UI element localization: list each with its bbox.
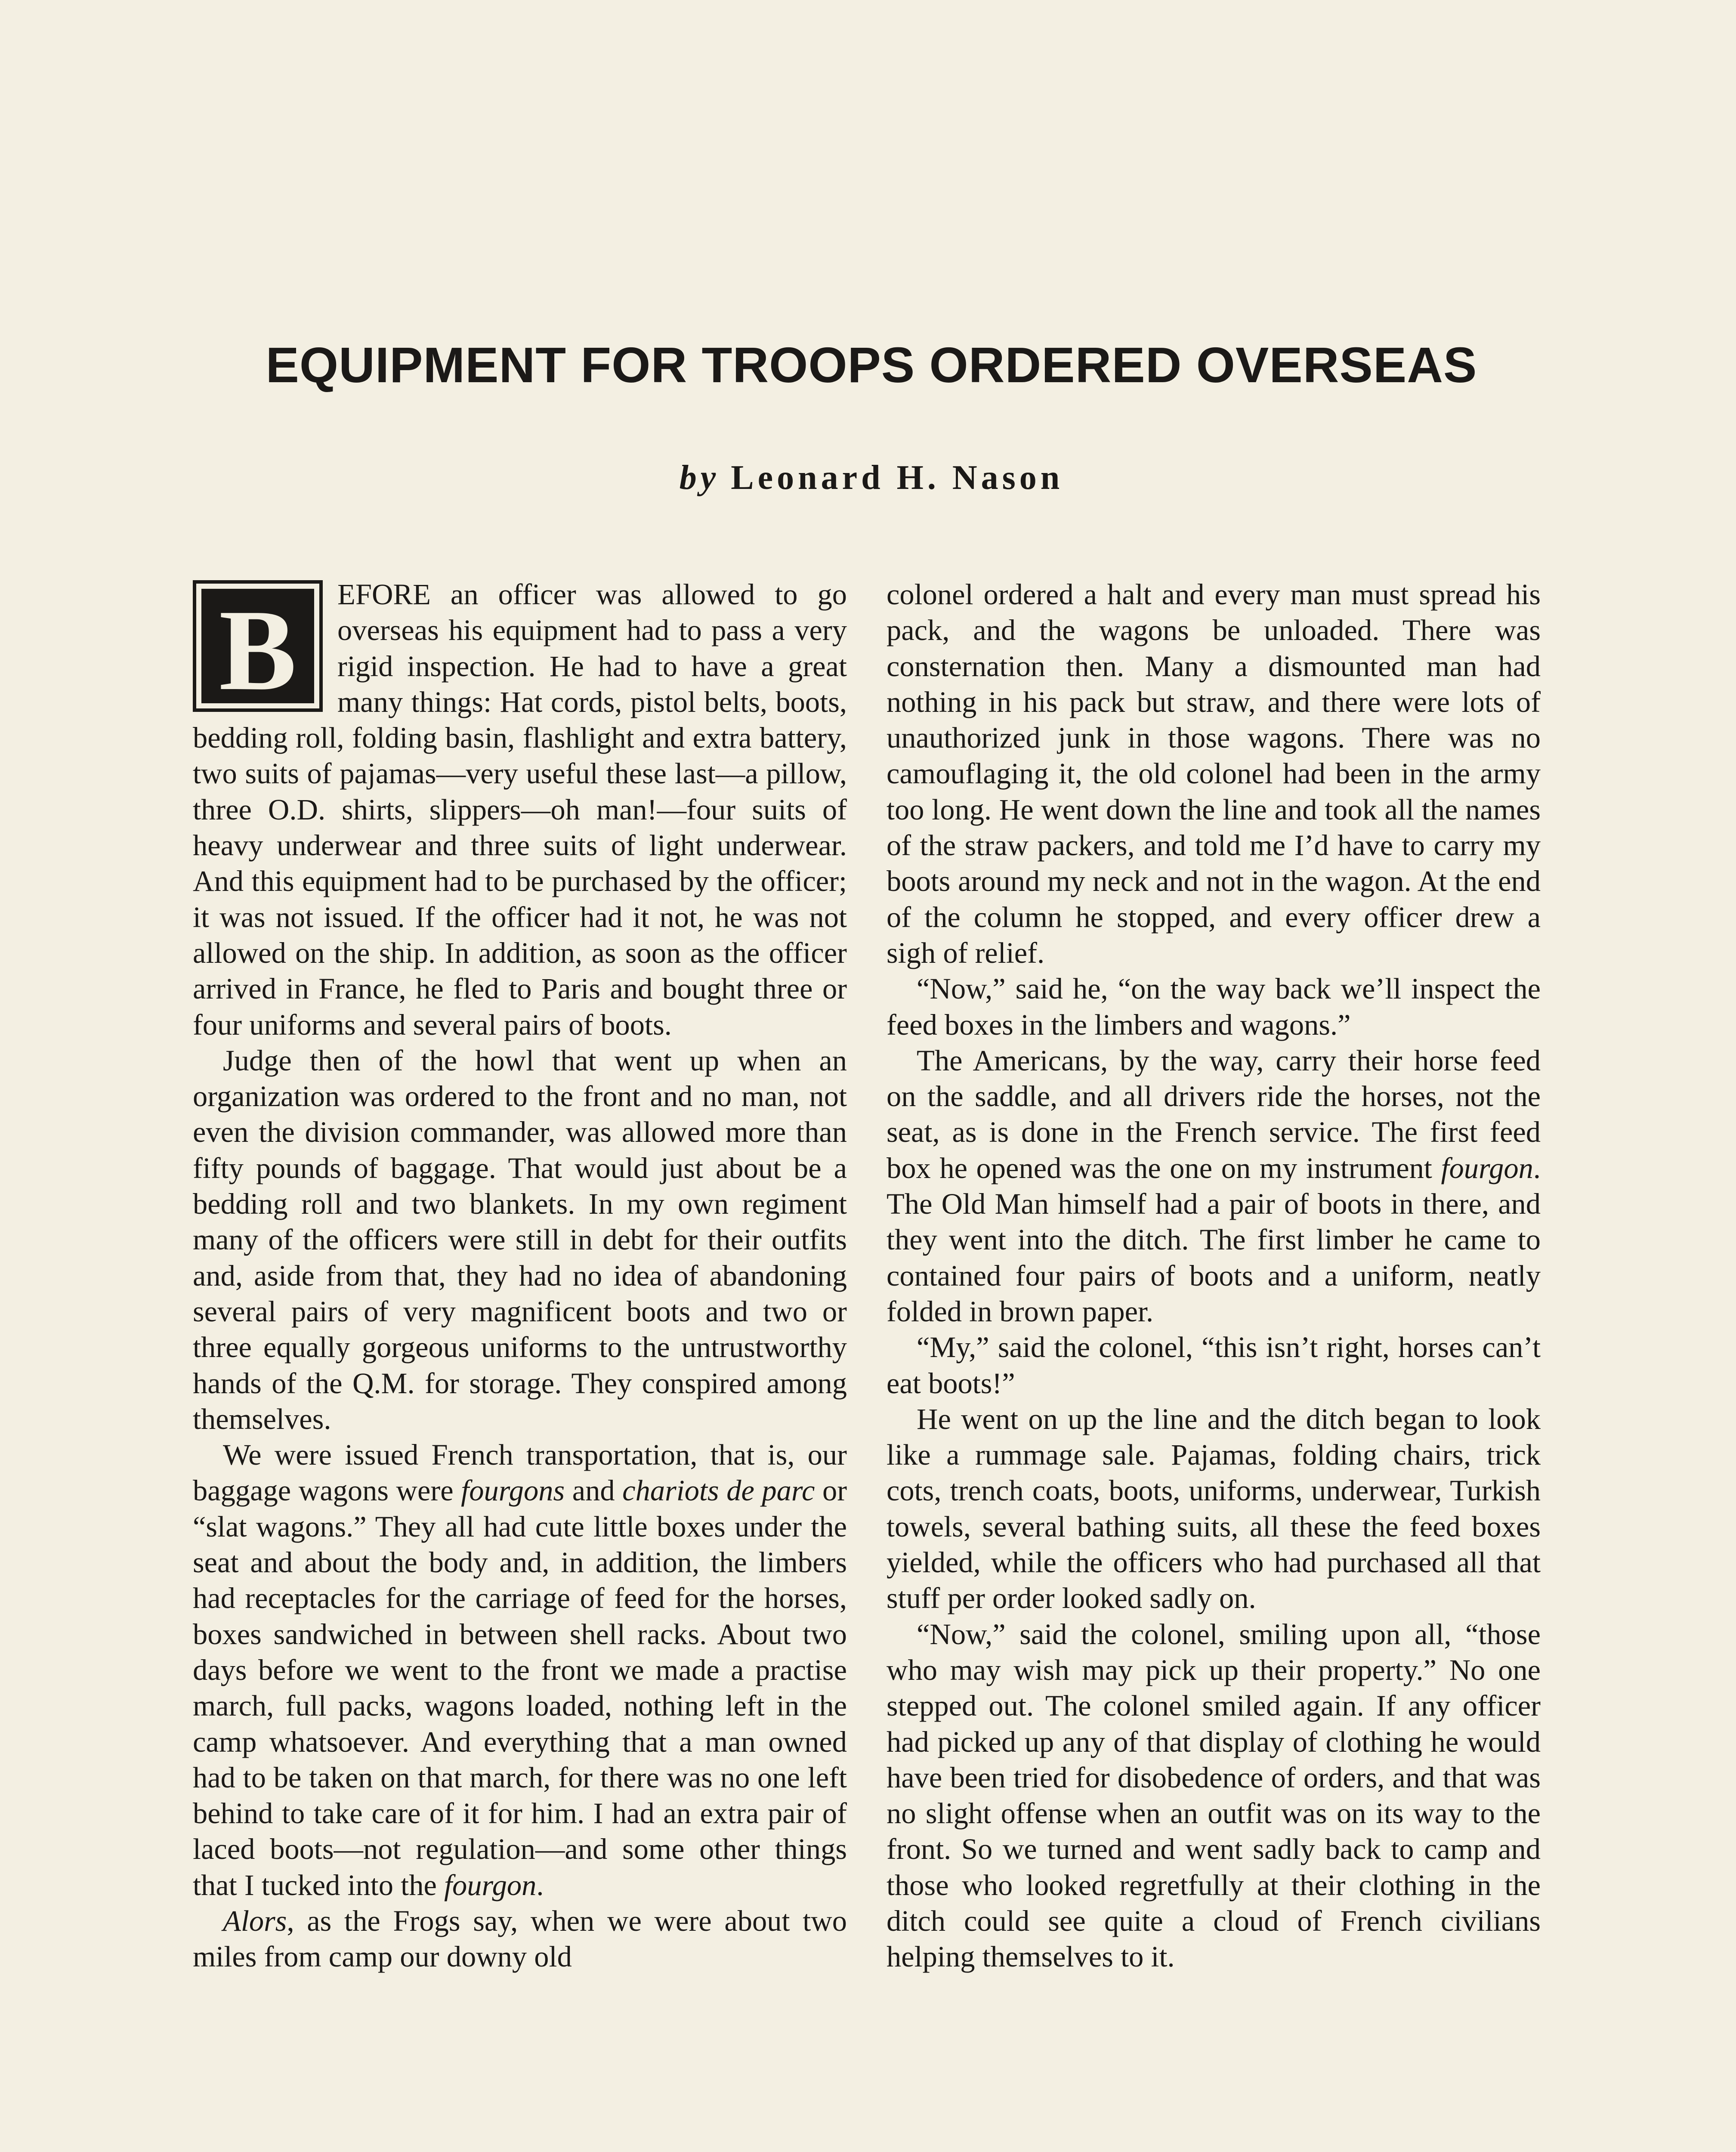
article-title: EQUIPMENT FOR TROOPS ORDERED OVERSEAS	[266, 337, 1477, 393]
italic-text: fourgon	[1441, 1151, 1533, 1184]
drop-cap	[193, 580, 323, 712]
text-run: or “slat wagons.” They all had cute little boxes under the seat and about the body and, in addition, the limbers had receptacles for the carriage of feed for the horses, boxes sandwiched in between shell racks. About two days before we went to the front we made a practise march, full packs, wagons loaded, nothing left in the camp whatsoever. And everything that a man owned had to be taken on that march, for there was no one left behind to take care of it for him. I had an extra pair of laced boots—not regulation—and some other things that I tucked into the	[193, 1474, 847, 1902]
italic-text: fourgon	[444, 1868, 537, 1902]
article-byline	[198, 461, 1545, 495]
drop-cap-letter: B	[219, 586, 297, 714]
italic-text: chariots de parc	[622, 1474, 815, 1507]
text-run: “Now,” said the colonel, smiling upon all, “those who may wish may pick up their property.” No one stepped out. The colonel smiled again. If any officer had picked up any of that display of clothing he would have been tried for disobedence of orders, and that was no slight offense when an outfit was on its way to the front. So we turned and went sadly back to camp and those who looked regretfully at their clothing in the ditch could see quite a cloud of French civilians helping themselves to it.	[887, 1617, 1541, 1973]
paragraph	[193, 1043, 847, 1437]
text-run: We were issued French transportation, that is, our baggage wagons were	[193, 1438, 847, 1507]
paragraph	[193, 1903, 847, 1975]
text-run: colonel ordered a halt and every man must spread his pack, and the wagons be unloaded. There was consternation then. Many a dismounted man had nothing in his pack but straw, and there were lots of unauthorized junk in those wagons. There was no camouflaging it, the old colonel had been in the army too long. He went down the line and took all the names of the straw packers, and told me I’d have to carry my boots around my neck and not in the wagon. At the end of the column he stopped, and every officer drew a sigh of relief.	[887, 578, 1541, 969]
text-column-right	[887, 577, 1541, 1975]
paragraph	[193, 1437, 847, 1903]
text-column-left	[193, 577, 847, 1975]
paragraph	[887, 1043, 1541, 1330]
text-run: “My,” said the colonel, “this isn’t right, horses can’t eat boots!”	[887, 1331, 1541, 1400]
paragraph	[887, 1330, 1541, 1401]
paragraph	[887, 1401, 1541, 1617]
text-run: , as the Frogs say, when we were about two miles from camp our downy old	[193, 1904, 847, 1973]
byline-prefix: by	[679, 459, 720, 497]
text-run: He went on up the line and the ditch began to look like a rummage sale. Pajamas, folding chairs, trick cots, trench coats, boots, uniforms, underwear, Turkish towels, several bathing suits, all these the feed boxes yielded, while the officers who had purchased all that stuff per order looked sadly on.	[887, 1402, 1541, 1615]
drop-cap-frame	[201, 586, 314, 714]
author-name: Leonard H. Nason	[731, 459, 1064, 497]
text-run: EFORE an officer was allowed to go overseas his equipment had to pass a very rigid inspection. He had to have a great many things: Hat cords, pistol belts, boots, bedding roll, folding basin, flashlight and extra battery, two suits of pajamas—very useful these last—a pillow, three O.D. shirts, slippers—oh man!—four suits of heavy underwear and three suits of light underwear. And this equipment had to be purchased by the officer; it was not issued. If the officer had it not, he was not allowed on the ship. In addition, as soon as the officer arrived in France, he fled to Paris and bought three or four uniforms and several pairs of boots.	[193, 578, 847, 1041]
paragraph	[887, 577, 1541, 971]
text-run: .	[536, 1868, 544, 1902]
italic-text: fourgons	[461, 1474, 565, 1507]
text-run: . The Old Man himself had a pair of boots in there, and they went into the ditch. The first limber he came to contained four pairs of boots and a uniform, neatly folded in brown paper.	[887, 1151, 1541, 1328]
italic-text: Alors	[223, 1904, 287, 1937]
paragraph	[887, 971, 1541, 1043]
text-run: “Now,” said he, “on the way back we’ll inspect the feed boxes in the limbers and wagons.”	[887, 972, 1541, 1041]
paragraph	[887, 1617, 1541, 1975]
text-run: Judge then of the howl that went up when an organization was ordered to the front and no man, not even the division commander, was allowed more than fifty pounds of baggage. That would just about be a bedding roll and two blankets. In my own regiment many of the officers were still in debt for their outfits and, aside from that, they had no idea of abandoning several pairs of very magnificent boots and two or three equally gorgeous uniforms to the untrustworthy hands of the Q.M. for storage. They conspired among themselves.	[193, 1044, 847, 1435]
text-run: The Americans, by the way, carry their horse feed on the saddle, and all drivers ride the horses, not the seat, as is done in the French service. The first feed box he opened was the one on my instrument	[887, 1044, 1541, 1184]
text-run: and	[565, 1474, 623, 1507]
